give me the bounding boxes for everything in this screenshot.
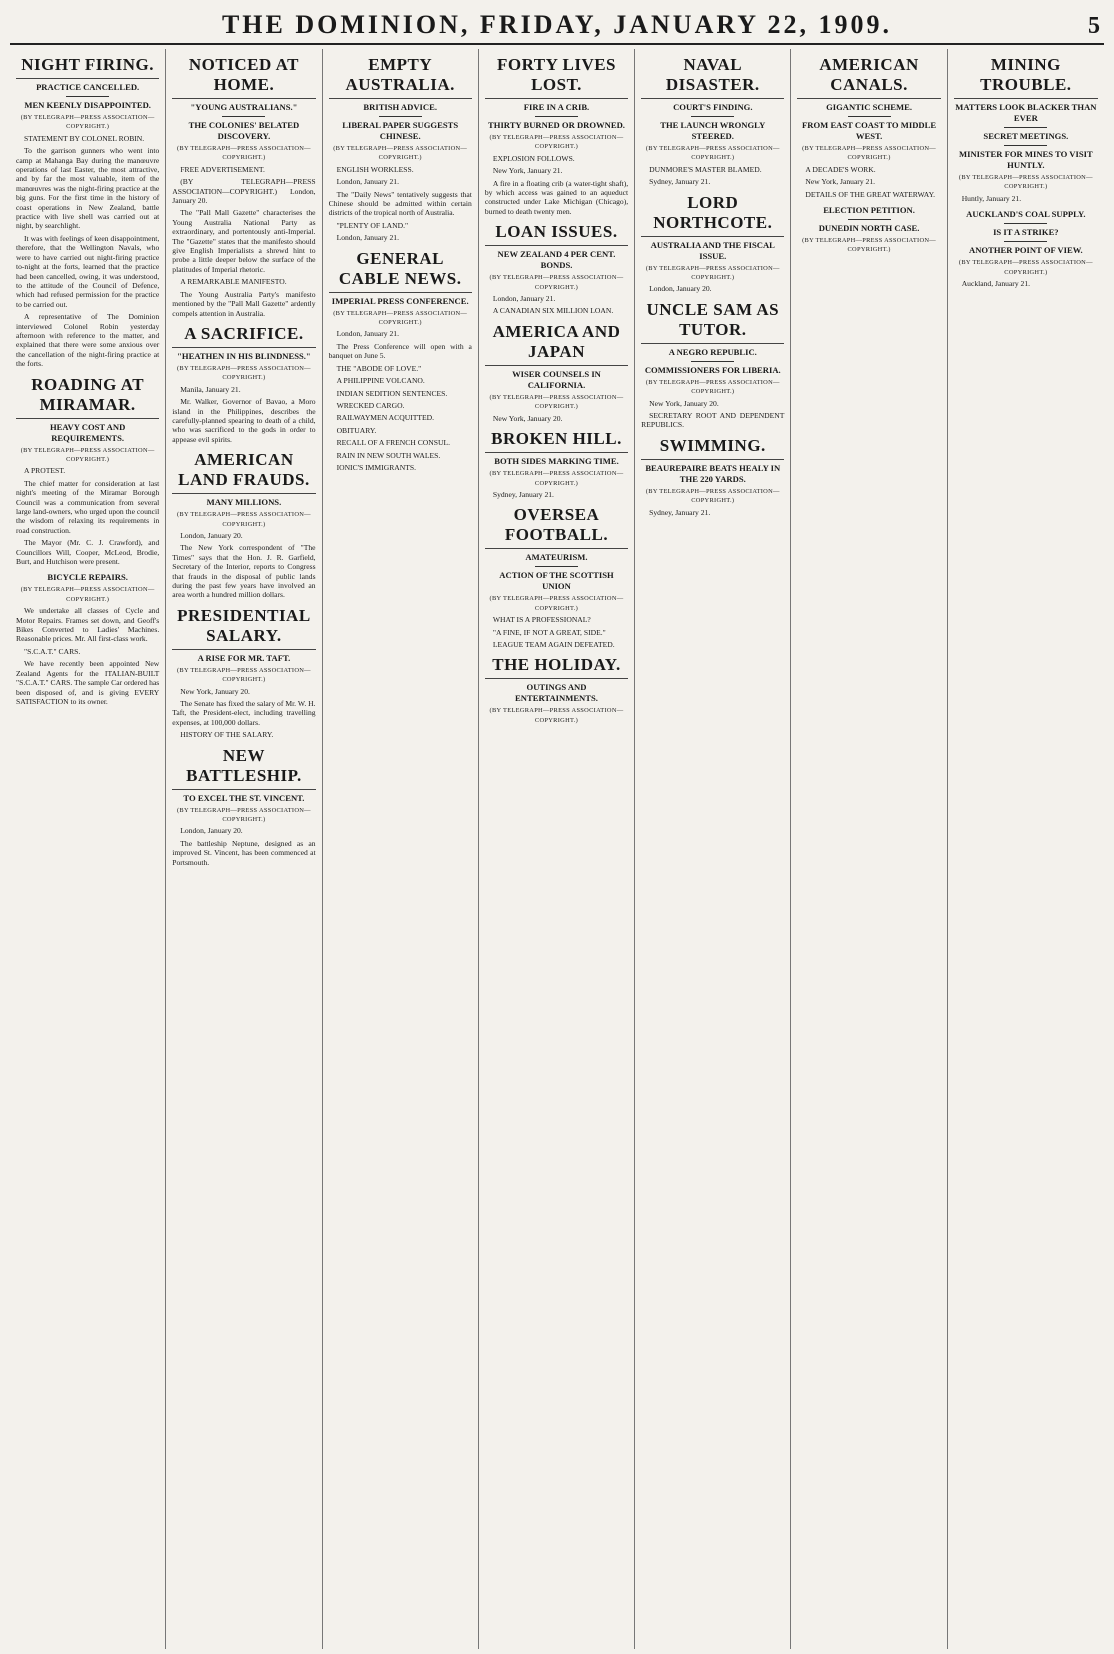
- paragraph: RECALL OF A FRENCH CONSUL.: [336, 438, 450, 448]
- headline: NAVAL DISASTER.: [641, 55, 784, 99]
- subheadline: THE LAUNCH WRONGLY STEERED.: [660, 120, 766, 141]
- paragraph: RAILWAYMEN ACQUITTED.: [336, 413, 435, 423]
- subheadline: AUSTRALIA AND THE FISCAL ISSUE.: [650, 239, 775, 261]
- paragraph: The chief matter for consideration at last night's meeting of the Miramar Borough Council was a communication from several large land-owners, who urged upon the council the wisdom of relaxing its requirements in road construction.: [16, 478, 160, 535]
- subheadline: AUCKLAND'S COAL SUPPLY.: [966, 209, 1086, 220]
- divider-rule: [535, 566, 578, 567]
- paragraph: "PLENTY OF LAND.": [336, 220, 409, 230]
- article: [329, 249, 472, 473]
- headline: THE HOLIDAY.: [485, 655, 628, 679]
- headline: NEW BATTLESHIP.: [172, 746, 315, 790]
- column-7: [948, 49, 1104, 1649]
- subheadline: DUNEDIN NORTH CASE.: [818, 223, 920, 234]
- divider-rule: [848, 219, 891, 220]
- byline: (BY TELEGRAPH—PRESS ASSOCIATION—COPYRIGHT.): [958, 259, 1093, 276]
- article: [485, 322, 628, 423]
- byline: (BY TELEGRAPH—PRESS ASSOCIATION—COPYRIGHT.): [645, 264, 780, 282]
- masthead-title: THE DOMINION, FRIDAY, JANUARY 22, 1909.: [221, 10, 893, 39]
- byline: (BY TELEGRAPH—PRESS ASSOCIATION—COPYRIGHT.): [645, 487, 780, 505]
- paragraph: London, January 20.: [180, 530, 243, 540]
- paragraph: The Senate has fixed the salary of Mr. W. H. Taft, the President-elect, including travelling expenses, at 100,000 dollars.: [172, 699, 316, 727]
- subheadline: MINISTER FOR MINES TO VISIT HUNTLY.: [958, 149, 1093, 170]
- article: [485, 429, 628, 499]
- paragraph: London, January 21.: [336, 233, 399, 243]
- paragraph: A fire in a floating crib (a water-tight shaft), by which access was gained to an aqueduct constructed under Lake Michigan (Chicago), burned to death twenty men.: [484, 178, 629, 216]
- byline: (BY TELEGRAPH—PRESS ASSOCIATION—COPYRIGHT.): [489, 707, 624, 724]
- paragraph: SECRETARY ROOT AND DEPENDENT REPUBLICS.: [641, 411, 785, 430]
- column-6: [791, 49, 947, 1649]
- subheadline: GIGANTIC SCHEME.: [826, 102, 913, 112]
- subheadline: FROM EAST COAST TO MIDDLE WEST.: [802, 120, 937, 141]
- paragraph: ENGLISH WORKLESS.: [336, 164, 414, 174]
- paragraph: EXPLOSION FOLLOWS.: [492, 153, 575, 163]
- byline: (BY TELEGRAPH—PRESS ASSOCIATION—COPYRIGHT.): [333, 145, 468, 162]
- headline: LOAN ISSUES.: [485, 222, 628, 246]
- paragraph: London, January 21.: [336, 177, 399, 187]
- article: [797, 55, 940, 199]
- paragraph: (BY TELEGRAPH—PRESS ASSOCIATION—COPYRIGHT.) London, January 20.: [172, 177, 316, 206]
- byline: (BY TELEGRAPH—PRESS ASSOCIATION—COPYRIGHT.): [489, 470, 624, 487]
- subheadline: TO EXCEL THE ST. VINCENT.: [183, 792, 305, 803]
- headline: NOTICED AT HOME.: [172, 55, 315, 99]
- byline: (BY TELEGRAPH—PRESS ASSOCIATION—COPYRIGHT.): [802, 145, 936, 162]
- article: [797, 205, 940, 255]
- subheadline: A RISE FOR MR. TAFT.: [197, 652, 291, 663]
- column-3: [323, 49, 479, 1649]
- subheadline: MEN KEENLY DISAPPOINTED.: [24, 100, 151, 110]
- byline: (BY TELEGRAPH—PRESS ASSOCIATION—COPYRIGHT.): [20, 446, 155, 463]
- article: [172, 606, 315, 740]
- paragraph: London, January 20.: [180, 826, 243, 836]
- subheadline: COURT'S FINDING.: [673, 102, 753, 112]
- paragraph: The Press Conference will open with a banquet on June 5.: [328, 341, 472, 361]
- article: [485, 222, 628, 316]
- headline: OVERSEA FOOTBALL.: [485, 505, 628, 549]
- paragraph: The New York correspondent of "The Times" says that the Hon. J. R. Garfield, Secretary of the Interior, reports to Congress that frauds in the disposal of public lands during the past few years have involved an area worth a hundred million dollars.: [172, 543, 316, 600]
- headline: AMERICAN CANALS.: [797, 55, 940, 99]
- paragraph: A PROTEST.: [24, 466, 66, 476]
- article: [485, 505, 628, 649]
- article: [641, 436, 784, 517]
- headline: A SACRIFICE.: [172, 324, 315, 348]
- headline: AMERICAN LAND FRAUDS.: [172, 450, 315, 494]
- paragraph: We have recently been appointed New Zealand Agents for the ITALIAN-BUILT "S.C.A.T." CARS. The sample Car ordered has been disposed of, and is giving EVERY SATISFACTION to its owner.: [16, 659, 160, 706]
- byline: (BY TELEGRAPH—PRESS ASSOCIATION—COPYRIGHT.): [176, 145, 311, 162]
- article: [641, 193, 784, 294]
- byline: (BY TELEGRAPH—PRESS ASSOCIATION—COPYRIGHT.): [489, 134, 624, 151]
- article: [641, 300, 784, 430]
- subheadline: AMATEURISM.: [525, 552, 588, 563]
- paragraph: New York, January 21.: [805, 177, 876, 187]
- column-1: [10, 49, 166, 1649]
- paragraph: London, January 21.: [336, 329, 399, 339]
- subheadline: HEAVY COST AND REQUIREMENTS.: [49, 421, 126, 443]
- subheadline: IMPERIAL PRESS CONFERENCE.: [331, 295, 469, 306]
- byline: (BY TELEGRAPH—PRESS ASSOCIATION—COPYRIGHT.): [489, 274, 624, 291]
- article: [954, 209, 1098, 288]
- headline: GENERAL CABLE NEWS.: [329, 249, 472, 293]
- article: [16, 375, 159, 567]
- subheadline: A NEGRO REPUBLIC.: [668, 346, 757, 357]
- headline: UNCLE SAM AS TUTOR.: [641, 300, 784, 344]
- paragraph: WRECKED CARGO.: [336, 400, 405, 410]
- paragraph: Manila, January 21.: [180, 384, 241, 394]
- divider-rule: [535, 116, 578, 117]
- byline: (BY TELEGRAPH—PRESS ASSOCIATION—COPYRIGHT.): [489, 595, 624, 612]
- paragraph: We undertake all classes of Cycle and Motor Repairs. Frames set down, and Geoff's Bikes Converted to Ladies' Machines. Reasonable prices. Mr. All first-class work.: [16, 606, 160, 644]
- divider-rule: [1004, 127, 1047, 128]
- headline: EMPTY AUSTRALIA.: [329, 55, 472, 99]
- paragraph: LEAGUE TEAM AGAIN DEFEATED.: [492, 639, 615, 649]
- byline: (BY TELEGRAPH—PRESS ASSOCIATION—COPYRIGHT.): [20, 114, 155, 131]
- byline: (BY TELEGRAPH—PRESS ASSOCIATION—COPYRIGHT.): [802, 237, 936, 254]
- subheadline: "HEATHEN IN HIS BLINDNESS.": [177, 350, 311, 361]
- article: [641, 55, 784, 187]
- article: [16, 572, 159, 706]
- paragraph: DUNMORE'S MASTER BLAMED.: [649, 164, 762, 174]
- byline: (BY TELEGRAPH—PRESS ASSOCIATION—COPYRIGHT.): [645, 378, 780, 396]
- divider-rule: [379, 116, 422, 117]
- article: [172, 55, 315, 318]
- paragraph: The battleship Neptune, designed as an improved St. Vincent, has been commenced at Portsmouth.: [172, 838, 316, 867]
- paragraph: A PHILIPPINE VOLCANO.: [336, 376, 425, 386]
- paragraph: The Mayor (Mr. C. J. Crawford), and Councillors Will, Cooper, McLeod, Brodie, Burt, and Hutchison were present.: [16, 538, 160, 567]
- paragraph: New York, January 20.: [492, 413, 563, 423]
- headline: BROKEN HILL.: [485, 429, 628, 453]
- paragraph: Sydney, January 21.: [649, 177, 711, 187]
- headline: SWIMMING.: [641, 436, 784, 460]
- byline: (BY TELEGRAPH—PRESS ASSOCIATION—COPYRIGHT.): [176, 364, 311, 382]
- paragraph: Sydney, January 21.: [649, 507, 711, 517]
- byline: (BY TELEGRAPH—PRESS ASSOCIATION—COPYRIGHT.): [645, 145, 780, 162]
- subheadline: BOTH SIDES MARKING TIME.: [494, 456, 619, 467]
- article: [172, 746, 315, 867]
- subheadline: "YOUNG AUSTRALIANS.": [190, 102, 298, 112]
- byline: (BY TELEGRAPH—PRESS ASSOCIATION—COPYRIGHT.): [958, 174, 1093, 191]
- subheadline: BICYCLE REPAIRS.: [47, 572, 128, 583]
- divider-rule: [1004, 223, 1047, 224]
- headline: PRESIDENTIAL SALARY.: [172, 606, 315, 650]
- paragraph: IONIC'S IMMIGRANTS.: [336, 462, 416, 472]
- column-4: [479, 49, 635, 1649]
- subheadline: THIRTY BURNED OR DROWNED.: [488, 120, 625, 130]
- subheadline: MANY MILLIONS.: [206, 497, 282, 508]
- paragraph: The Young Australia Party's manifesto mentioned by the "Pall Mall Gazette" ardently compels attention in Australia.: [172, 289, 316, 318]
- column-2: [166, 49, 322, 1649]
- paragraph: DETAILS OF THE GREAT WATERWAY.: [805, 189, 935, 199]
- subheadline: IS IT A STRIKE?: [993, 227, 1059, 238]
- paragraph: A REMARKABLE MANIFESTO.: [180, 277, 287, 287]
- article: [485, 655, 628, 725]
- paragraph: WHAT IS A PROFESSIONAL?: [492, 615, 591, 625]
- byline: (BY TELEGRAPH—PRESS ASSOCIATION—COPYRIGHT.): [176, 666, 311, 684]
- divider-rule: [691, 361, 734, 362]
- byline: (BY TELEGRAPH—PRESS ASSOCIATION—COPYRIGHT.): [176, 511, 311, 528]
- subheadline: SECRET MEETINGS.: [983, 131, 1069, 141]
- paragraph: The "Pall Mall Gazette" characterises the Young Australia National Party as extraordinary, and portentously anti-Imperial. The "Gazette" states that the manifesto should give English Imperialists a shrewd hint to probe a little deeper below the surface of the platitudes of Imperial rhetoric.: [172, 208, 316, 274]
- paragraph: FREE ADVERTISEMENT.: [180, 164, 265, 174]
- byline: (BY TELEGRAPH—PRESS ASSOCIATION—COPYRIGHT.): [176, 806, 311, 824]
- divider-rule: [691, 116, 734, 117]
- subheadline: PRACTICE CANCELLED.: [36, 82, 140, 92]
- paragraph: "S.C.A.T." CARS.: [24, 646, 81, 656]
- paragraph: New York, January 20.: [180, 686, 250, 696]
- headline: ROADING AT MIRAMAR.: [16, 375, 159, 419]
- paragraph: HISTORY OF THE SALARY.: [180, 730, 274, 740]
- paragraph: London, January 21.: [492, 294, 556, 304]
- columns: [10, 49, 1104, 1649]
- article: [329, 55, 472, 243]
- subheadline: WISER COUNSELS IN CALIFORNIA.: [512, 368, 601, 390]
- paragraph: STATEMENT BY COLONEL ROBIN.: [24, 133, 145, 143]
- byline: (BY TELEGRAPH—PRESS ASSOCIATION—COPYRIGHT.): [20, 586, 155, 603]
- paragraph: London, January 20.: [649, 284, 712, 294]
- headline: AMERICA AND JAPAN: [485, 322, 628, 366]
- divider-rule: [222, 116, 265, 117]
- paragraph: OBITUARY.: [336, 425, 377, 435]
- paragraph: Auckland, January 21.: [961, 279, 1031, 289]
- byline: (BY TELEGRAPH—PRESS ASSOCIATION—COPYRIGHT.): [489, 393, 624, 411]
- paragraph: RAIN IN NEW SOUTH WALES.: [336, 450, 441, 460]
- subheadline: FIRE IN A CRIB.: [523, 102, 590, 112]
- subheadline: BEAUREPAIRE BEATS HEALY IN THE 220 YARDS.: [645, 462, 781, 484]
- subheadline: OUTINGS AND ENTERTAINMENTS.: [515, 682, 598, 704]
- column-5: [635, 49, 791, 1649]
- headline: NIGHT FIRING.: [16, 55, 159, 79]
- subheadline: COMMISSIONERS FOR LIBERIA.: [644, 364, 781, 375]
- subheadline: THE COLONIES' BELATED DISCOVERY.: [188, 120, 300, 141]
- headline: FORTY LIVES LOST.: [485, 55, 628, 99]
- article: [172, 450, 315, 600]
- paragraph: To the garrison gunners who went into camp at Mahanga Bay during the manœuvre operations of last Easter, the most attractive, and by far the most valuable, item of the manœuvres was the night-firing practice at the big guns. For the first time in the history of coast operations in New Zealand, battle practice with live shell was carried out at night, by searchlight.: [16, 146, 160, 231]
- subheadline: MATTERS LOOK BLACKER THAN EVER: [955, 102, 1097, 123]
- article: [954, 55, 1098, 203]
- paragraph: "A FINE, IF NOT A GREAT, SIDE.": [492, 627, 606, 637]
- page-number: 5: [1088, 13, 1100, 39]
- paragraph: A CANADIAN SIX MILLION LOAN.: [492, 306, 614, 316]
- paragraph: New York, January 20.: [649, 398, 719, 408]
- subheadline: BRITISH ADVICE.: [363, 102, 437, 112]
- paragraph: The "Daily News" tentatively suggests that Chinese should be admitted within certain districts of the tropical north of Australia.: [328, 189, 472, 218]
- paragraph: Sydney, January 21.: [492, 489, 554, 499]
- paragraph: It was with feelings of keen disappointment, therefore, that the Wellington Navals, who were to have carried out night-firing practice to-night at the forts, learned that the practice had been cancelled, owing, it was understood, to the attitude of the Council of Defence, which had refused permission for the practice to be carried out.: [16, 233, 160, 309]
- article: [172, 324, 315, 444]
- headline: LORD NORTHCOTE.: [641, 193, 784, 237]
- divider-rule: [1004, 241, 1047, 242]
- paragraph: New York, January 21.: [492, 166, 563, 176]
- subheadline: LIBERAL PAPER SUGGESTS CHINESE.: [342, 120, 459, 141]
- paragraph: THE "ABODE OF LOVE.": [336, 363, 422, 373]
- subheadline: ACTION OF THE SCOTTISH UNION: [499, 570, 614, 592]
- divider-rule: [848, 116, 891, 117]
- byline: (BY TELEGRAPH—PRESS ASSOCIATION—COPYRIGHT.): [333, 309, 468, 327]
- divider-rule: [66, 96, 109, 97]
- article: [16, 55, 159, 369]
- paragraph: A representative of The Dominion interviewed Colonel Robin yesterday afternoon with reference to the matter, and explained that there were some anxious over the cancellation of the night-firing practice at the forts.: [16, 312, 160, 369]
- headline: MINING TROUBLE.: [954, 55, 1098, 99]
- masthead: [10, 8, 1104, 45]
- paragraph: A DECADE'S WORK.: [805, 164, 876, 174]
- article: [485, 55, 628, 216]
- paragraph: INDIAN SEDITION SENTENCES.: [336, 388, 448, 398]
- divider-rule: [1004, 145, 1047, 146]
- paragraph: Mr. Walker, Governor of Bavao, a Moro island in the Philippines, describes the carefully-planned spearing to death of a child, who was sacrificed to the gods in order to appease evil spirits.: [172, 397, 316, 444]
- paragraph: Huntly, January 21.: [961, 193, 1022, 203]
- subheadline: ELECTION PETITION.: [823, 205, 915, 216]
- subheadline: NEW ZEALAND 4 PER CENT. BONDS.: [497, 249, 616, 271]
- subheadline: ANOTHER POINT OF VIEW.: [969, 245, 1083, 256]
